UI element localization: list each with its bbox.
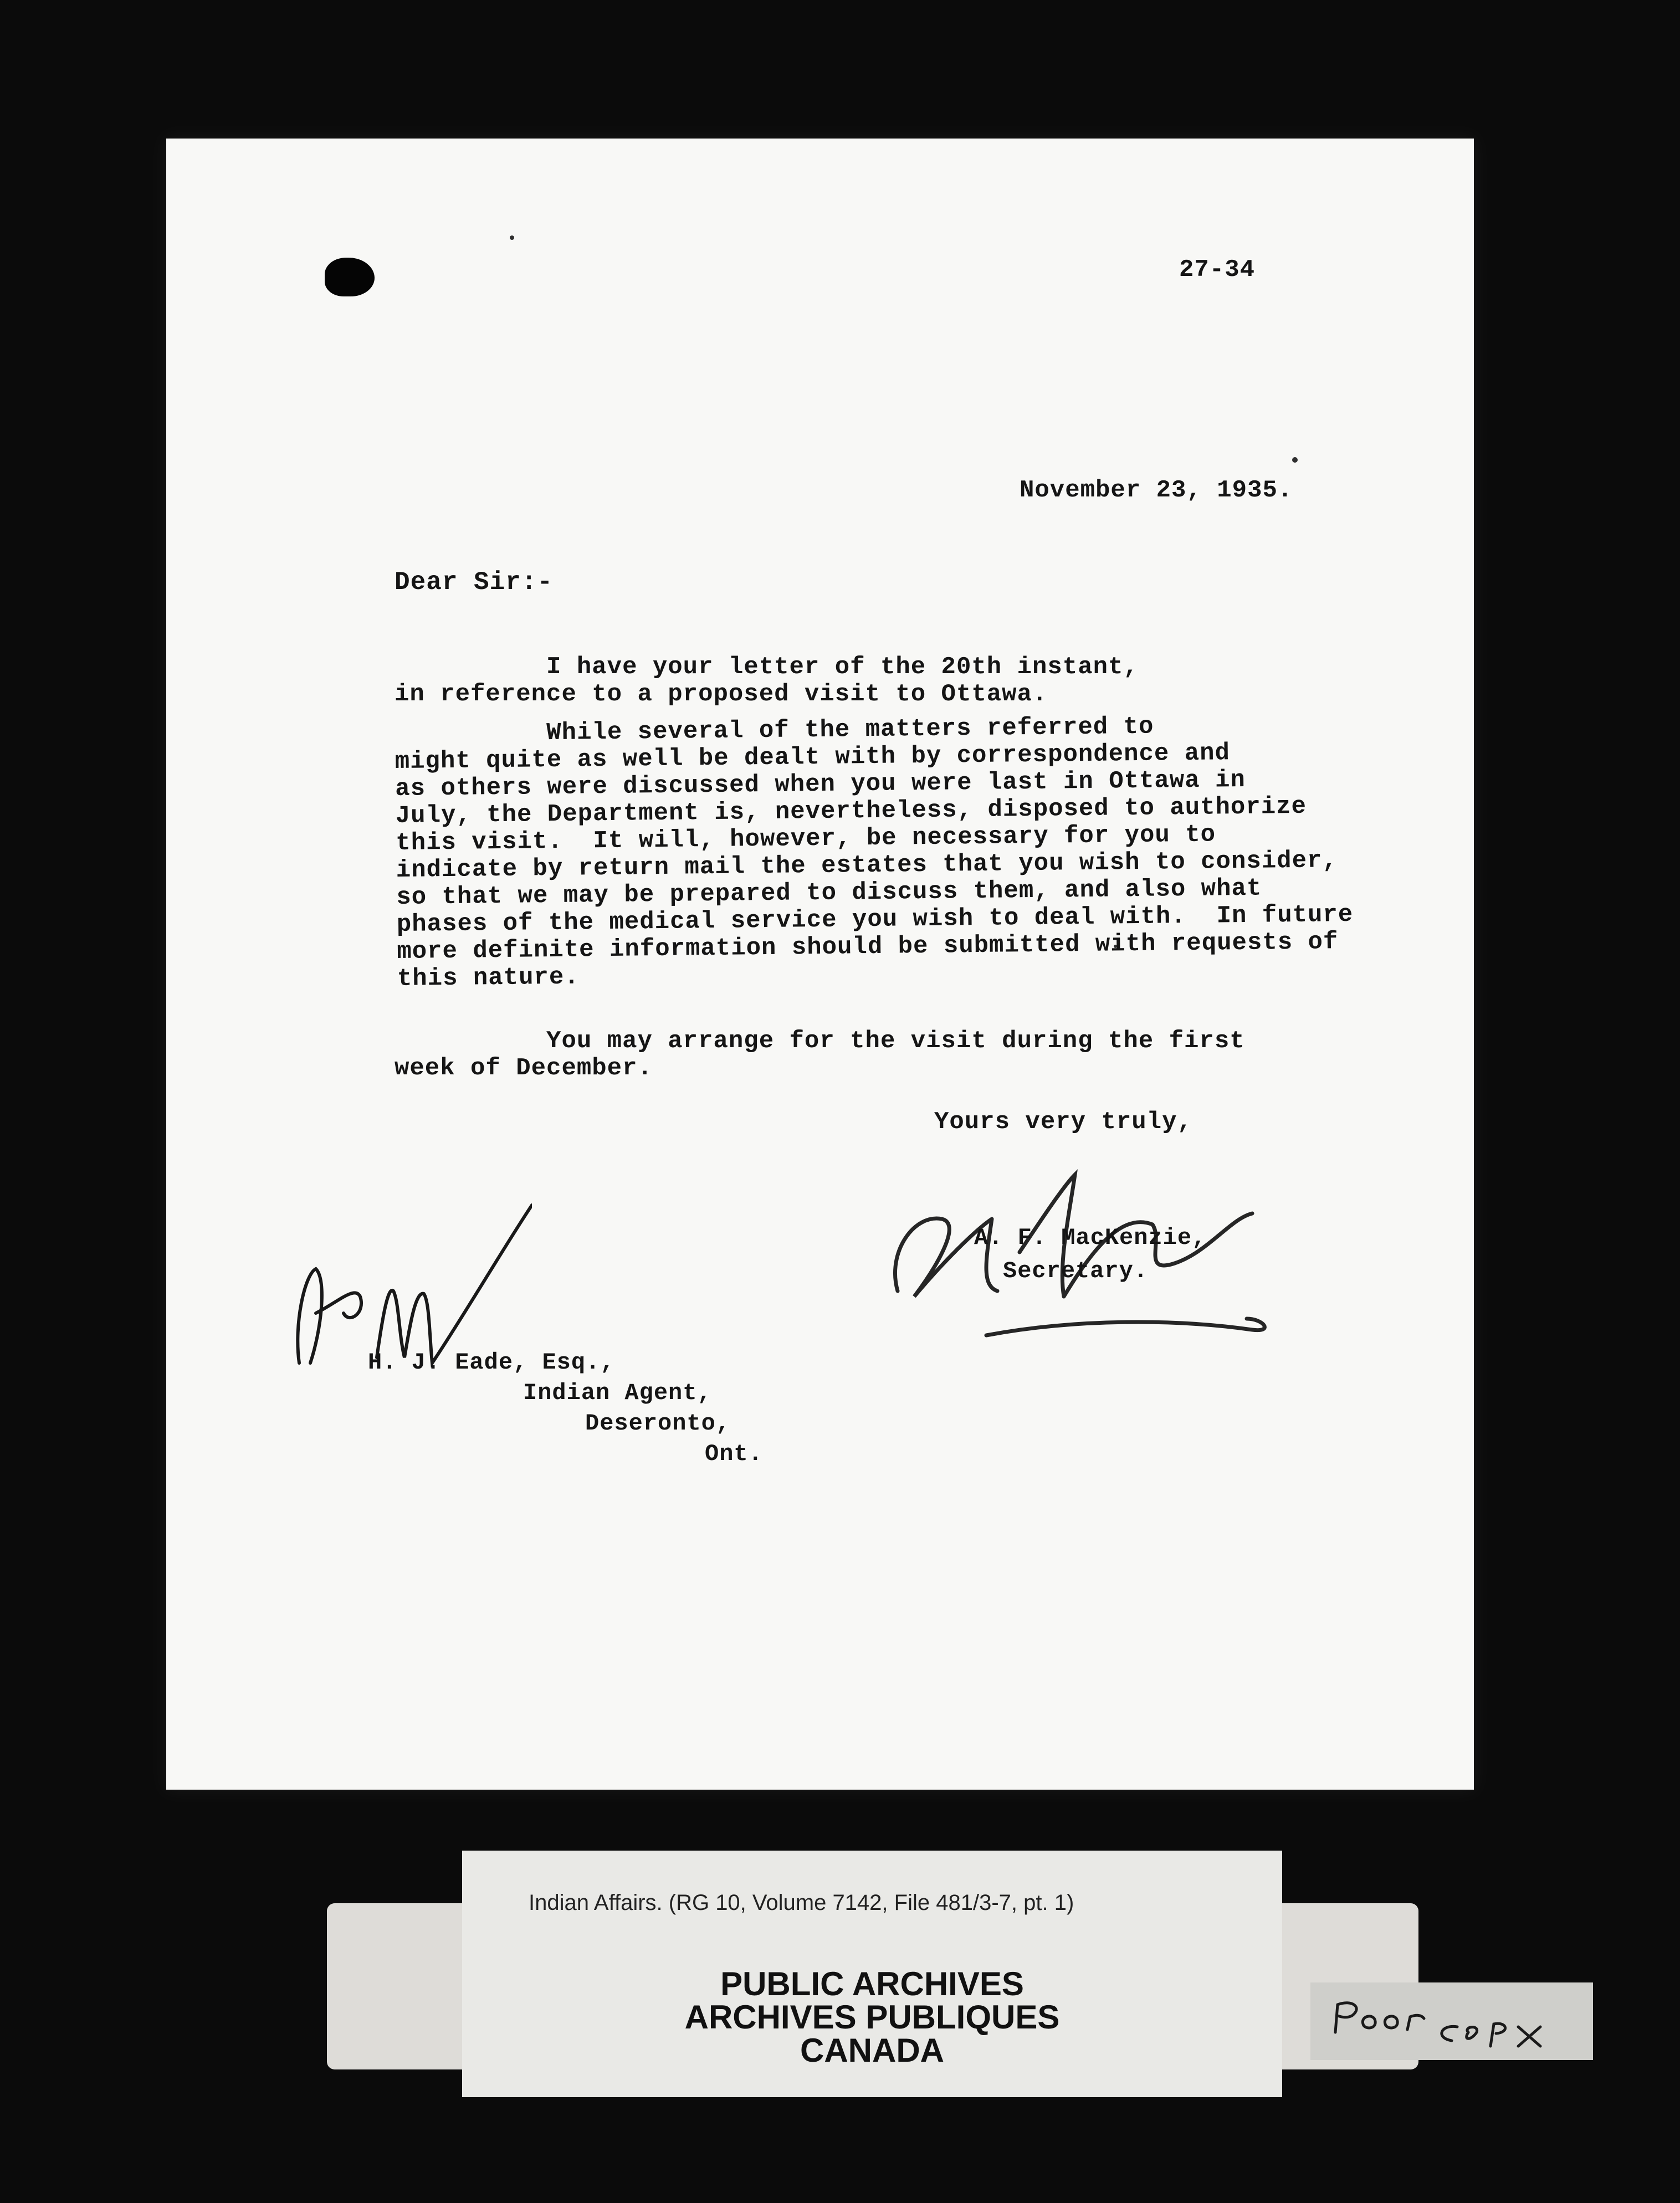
address-line: Indian Agent, bbox=[523, 1380, 712, 1406]
closing: Yours very truly, bbox=[934, 1108, 1192, 1136]
handwritten-initials bbox=[277, 1202, 532, 1374]
body-paragraph: I have your letter of the 20th instant, in reference to a proposed visit to Ottawa. bbox=[395, 653, 1139, 708]
salutation: Dear Sir:- bbox=[395, 568, 554, 597]
address-line: H. J. Eade, Esq., bbox=[368, 1349, 615, 1376]
address-line: Ont. bbox=[705, 1441, 763, 1467]
speck bbox=[510, 235, 514, 240]
archive-stamp-line: PUBLIC ARCHIVES bbox=[720, 1965, 1024, 2002]
body-paragraph: While several of the matters referred to might quite as well be dealt with by correspondence and as others were discussed when you were last in Ottawa in July, the Department is, nevertheless, disposed to authorize this visit. It will, however, be necessary for you to indicate by return mail the estates that you wish to consider, so that we may be prepared to discuss them, and also what phases of the medical service you wish to deal with. In future more definite information should be submitted with requests of this nature. bbox=[394, 713, 1354, 993]
archive-reference: Indian Affairs. (RG 10, Volume 7142, File 481/3-7, pt. 1) bbox=[529, 1891, 1074, 1915]
speck bbox=[1292, 457, 1298, 463]
address-line: Deseronto, bbox=[585, 1410, 731, 1437]
body-paragraph: You may arrange for the visit during the first week of December. bbox=[395, 1027, 1245, 1082]
condition-tag bbox=[1310, 1982, 1593, 2060]
file-number: 27-34 bbox=[1179, 256, 1256, 284]
punch-hole bbox=[325, 258, 375, 296]
signatory-title: Secretary. bbox=[1003, 1258, 1149, 1284]
letter-page bbox=[166, 139, 1474, 1790]
archive-stamp-line: ARCHIVES PUBLIQUES bbox=[684, 1999, 1060, 2036]
archive-label bbox=[462, 1851, 1282, 2097]
label-tab bbox=[327, 1903, 471, 2069]
handwritten-condition-note bbox=[1330, 1994, 1574, 2049]
signatory-name: A. F. MacKenzie, bbox=[974, 1225, 1207, 1251]
letter-date: November 23, 1935. bbox=[1020, 477, 1293, 504]
archive-stamp-line: CANADA bbox=[800, 2032, 944, 2069]
handwritten-signature bbox=[864, 1152, 1297, 1352]
